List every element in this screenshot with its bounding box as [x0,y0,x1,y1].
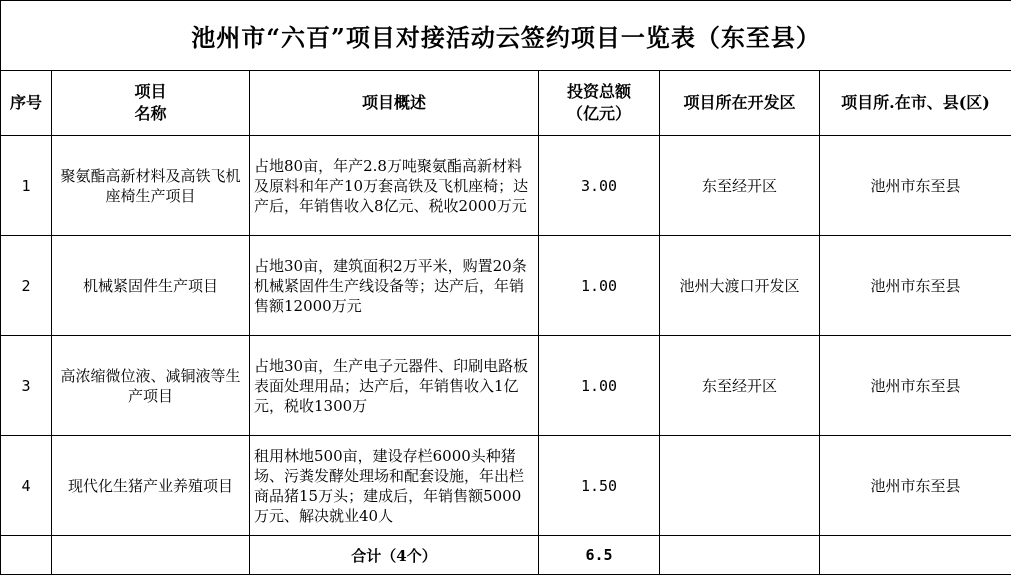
header-investment-line1: 投资总额 [566,82,631,101]
row-index: 1 [1,136,52,236]
row-region: 池州市东至县 [820,136,1011,236]
total-investment: 6.5 [539,536,660,575]
header-investment [539,71,660,136]
row-index: 3 [1,336,52,436]
row-index: 4 [1,436,52,536]
total-empty-cell [52,536,250,575]
table-row [1,236,1011,336]
row-investment: 3.00 [539,136,660,236]
header-summary: 项目概述 [250,71,539,136]
row-region: 池州市东至县 [820,436,1011,536]
total-row [1,536,1011,575]
row-region: 池州市东至县 [820,336,1011,436]
header-region: 项目所.在市、县(区) [820,71,1011,136]
row-summary: 占地30亩，建筑面积2万平米，购置20条机械紧固件生产线设备等；达产后，年销售额12000万元 [250,236,539,336]
row-name: 聚氨酯高新材料及高铁飞机座椅生产项目 [52,136,250,236]
table-row [1,436,1011,536]
row-index: 2 [1,236,52,336]
table-row [1,136,1011,236]
header-name-line2: 名称 [134,104,167,123]
row-investment: 1.50 [539,436,660,536]
row-name: 现代化生猪产业养殖项目 [52,436,250,536]
header-name-line1: 项目 [134,82,167,101]
row-name: 高浓缩微位液、减铜液等生产项目 [52,336,250,436]
row-summary: 占地30亩，生产电子元器件、印刷电路板表面处理用品；达产后，年销售收入1亿元，税收1300万 [250,336,539,436]
header-investment-line2: （亿元） [566,104,631,123]
table-row [1,336,1011,436]
total-empty-cell [820,536,1011,575]
total-label: 合计（4个） [250,536,539,575]
row-zone [660,436,820,536]
row-zone: 东至经开区 [660,336,820,436]
total-empty-cell [1,536,52,575]
row-investment: 1.00 [539,236,660,336]
row-zone: 东至经开区 [660,136,820,236]
row-name: 机械紧固件生产项目 [52,236,250,336]
row-region: 池州市东至县 [820,236,1011,336]
header-index: 序号 [1,71,52,136]
row-investment: 1.00 [539,336,660,436]
row-summary: 占地80亩，年产2.8万吨聚氨酯高新材料及原料和年产10万套高铁及飞机座椅；达产后，年销售收入8亿元、税收2000万元 [250,136,539,236]
total-empty-cell [660,536,820,575]
header-zone: 项目所在开发区 [660,71,820,136]
row-zone: 池州大渡口开发区 [660,236,820,336]
row-summary: 租用林地500亩，建设存栏6000头种猪场、污粪发酵处理场和配套设施，年出栏商品猪15万头；建成后，年销售额5000万元、解决就业40人 [250,436,539,536]
table-title: 池州市“六百”项目对接活动云签约项目一览表（东至县） [1,1,1011,71]
header-row [1,71,1011,136]
header-name [52,71,250,136]
title-row [1,1,1011,71]
